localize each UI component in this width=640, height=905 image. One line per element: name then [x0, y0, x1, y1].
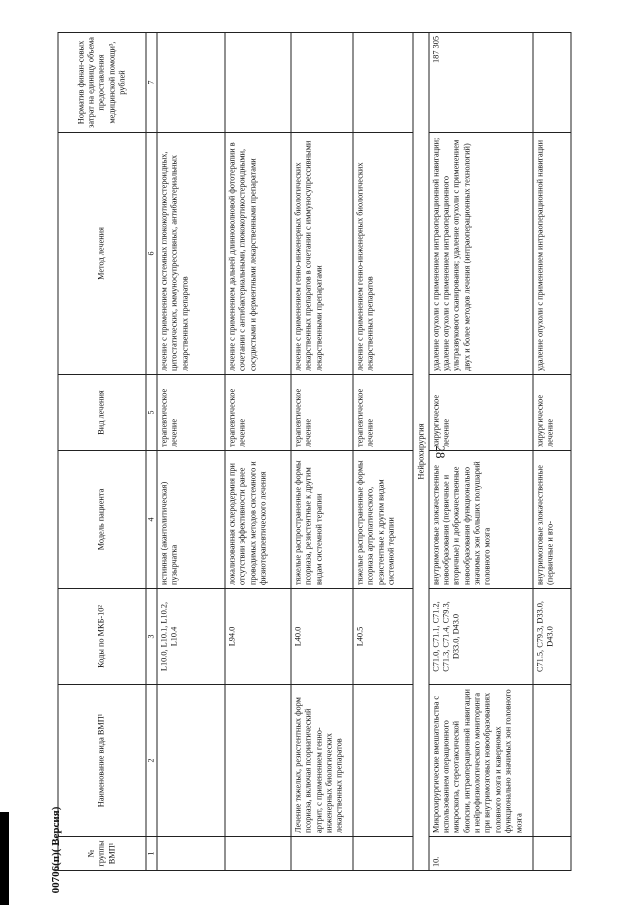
cell-cost: 187 305: [429, 33, 533, 133]
cell-group-number: 10.: [429, 837, 533, 871]
cell-treatment-kind: терапевтическое лечение: [353, 375, 413, 451]
table-row: [353, 33, 413, 871]
cell-treatment-kind: терапевтическое лечение: [225, 375, 291, 451]
table-row: [157, 33, 225, 871]
cell-icd-codes: L40.0: [291, 589, 353, 685]
document-footer-code: 00706(п)( Версия): [50, 806, 62, 894]
header-patient-model: Модель пациента: [58, 451, 146, 589]
cell-patient-model: внутримозговые злокачественные (первичные и вто-: [533, 451, 571, 589]
cell-patient-model: истинная (акантолитическая) пузырчатка: [157, 451, 225, 589]
cell-cost: [533, 33, 571, 133]
cell-group-number: [225, 837, 291, 871]
column-number-row: [146, 33, 157, 871]
cell-treatment-method: удаление опухоли с применением интраоперационной навигации; удаление опухоли с применением интраоперационного ультразвукового сканирования; удаление опухоли с применением двух и более методов лечения (интраоперационных технологий): [429, 133, 533, 375]
cell-group-number: [157, 837, 225, 871]
cell-icd-codes: L94.0: [225, 589, 291, 685]
cell-treatment-kind: терапевтическое лечение: [157, 375, 225, 451]
cell-vmp-name: [225, 685, 291, 837]
cell-patient-model: тяжелые распространенные формы псориаза артропатического, резистентные к другим видам системной терапии: [353, 451, 413, 589]
header-treatment-method: Метод лечения: [58, 133, 146, 375]
cell-icd-codes: C71.0, C71.1, C71.2, C71.3, C71.4, C79.3, D33.0, D43.0: [429, 589, 533, 685]
cell-treatment-method: лечение с применением генно-инженерных биологических лекарственных препаратов в сочетании с иммуносупрессивными лекарственными препаратами: [291, 133, 353, 375]
cell-group-number: [533, 837, 571, 871]
cell-cost: [353, 33, 413, 133]
col-number: 5: [146, 375, 157, 451]
table-row: [429, 33, 533, 871]
col-number: 1: [146, 837, 157, 871]
table-row: [533, 33, 571, 871]
cell-vmp-name: [533, 685, 571, 837]
cell-group-number: [353, 837, 413, 871]
cell-vmp-name: Микрохирургические вмешательства с использованием операционного микроскопа, стереотаксической биопсии, интраоперационной навигации и нейрофизиологического мониторинга при внутримозговых новообразованиях головного мозга и каверномах функционально значимых зон головного мозга: [429, 685, 533, 837]
cell-patient-model: локализованная склеродермия при отсутствии эффективности ранее проводимых методов системного и физиотерапевтического лечения: [225, 451, 291, 589]
cell-vmp-name: Лечение тяжелых, резистентных форм псориаза, включая псориатический артрит, с применением генно-инженерных биологических лекарственных препаратов: [291, 685, 353, 837]
cell-treatment-method: лечение с применением генно-инженерных биологических лекарственных препаратов: [353, 133, 413, 375]
cell-patient-model: внутримозговые злокачественные новообразования (первичные и вторичные) и доброкачественные новообразования функционально значимых зон больших полушарий головного мозга: [429, 451, 533, 589]
cell-treatment-kind: хирургическое лечение: [533, 375, 571, 451]
col-number: 2: [146, 685, 157, 837]
cell-icd-codes: L40.5: [353, 589, 413, 685]
cell-vmp-name: [157, 685, 225, 837]
cell-treatment-kind: терапевтическое лечение: [291, 375, 353, 451]
cell-group-number: [291, 837, 353, 871]
cell-cost: [157, 33, 225, 133]
cell-icd-codes: C71.5, C79.3, D33.0, D43.0: [533, 589, 571, 685]
section-row: [413, 33, 429, 871]
cell-icd-codes: L10.0, L10.1, L10.2, L10.4: [157, 589, 225, 685]
col-number: 3: [146, 589, 157, 685]
page-number: 28: [433, 445, 448, 459]
cell-cost: [225, 33, 291, 133]
header-treatment-kind: Вид лечения: [58, 375, 146, 451]
table-row: [225, 33, 291, 871]
scan-edge-bar: [0, 812, 9, 905]
cell-treatment-kind: хирургическое лечение: [429, 375, 533, 451]
header-vmp-name: Наименование вида ВМП¹: [58, 685, 146, 837]
col-number: 7: [146, 33, 157, 133]
section-title: Нейрохирургия: [413, 33, 429, 871]
col-number: 4: [146, 451, 157, 589]
cell-treatment-method: лечение с применением дальней длинноволновой фототерапии в сочетании с антибактериальными, глюкокортикостероидными, сосудистыми и ферментными лекарственными препаратами: [225, 133, 291, 375]
cell-patient-model: тяжелые распространенные формы псориаза, резистентные к другим видам системной терапии: [291, 451, 353, 589]
rotated-table-container: [58, 33, 583, 871]
cell-treatment-method: лечение с применением системных глюкокортикостероидных, цитостатических, иммуносупрессивных, антибактериальных лекарственных препаратов: [157, 133, 225, 375]
col-number: 6: [146, 133, 157, 375]
header-group-number: № группы ВМП¹: [58, 837, 146, 871]
cell-vmp-name: [353, 685, 413, 837]
header-cost-norm: Норматив финан-совых затрат на единицу объема предоставления медицинской помощи³, рублей: [58, 33, 146, 133]
vmp-table: [58, 32, 572, 871]
header-row: [58, 33, 146, 871]
cell-treatment-method: удаление опухоли с применением интраоперационной навигации: [533, 133, 571, 375]
header-icd-codes: Коды по МКБ-10²: [58, 589, 146, 685]
cell-cost: [291, 33, 353, 133]
table-row: [291, 33, 353, 871]
